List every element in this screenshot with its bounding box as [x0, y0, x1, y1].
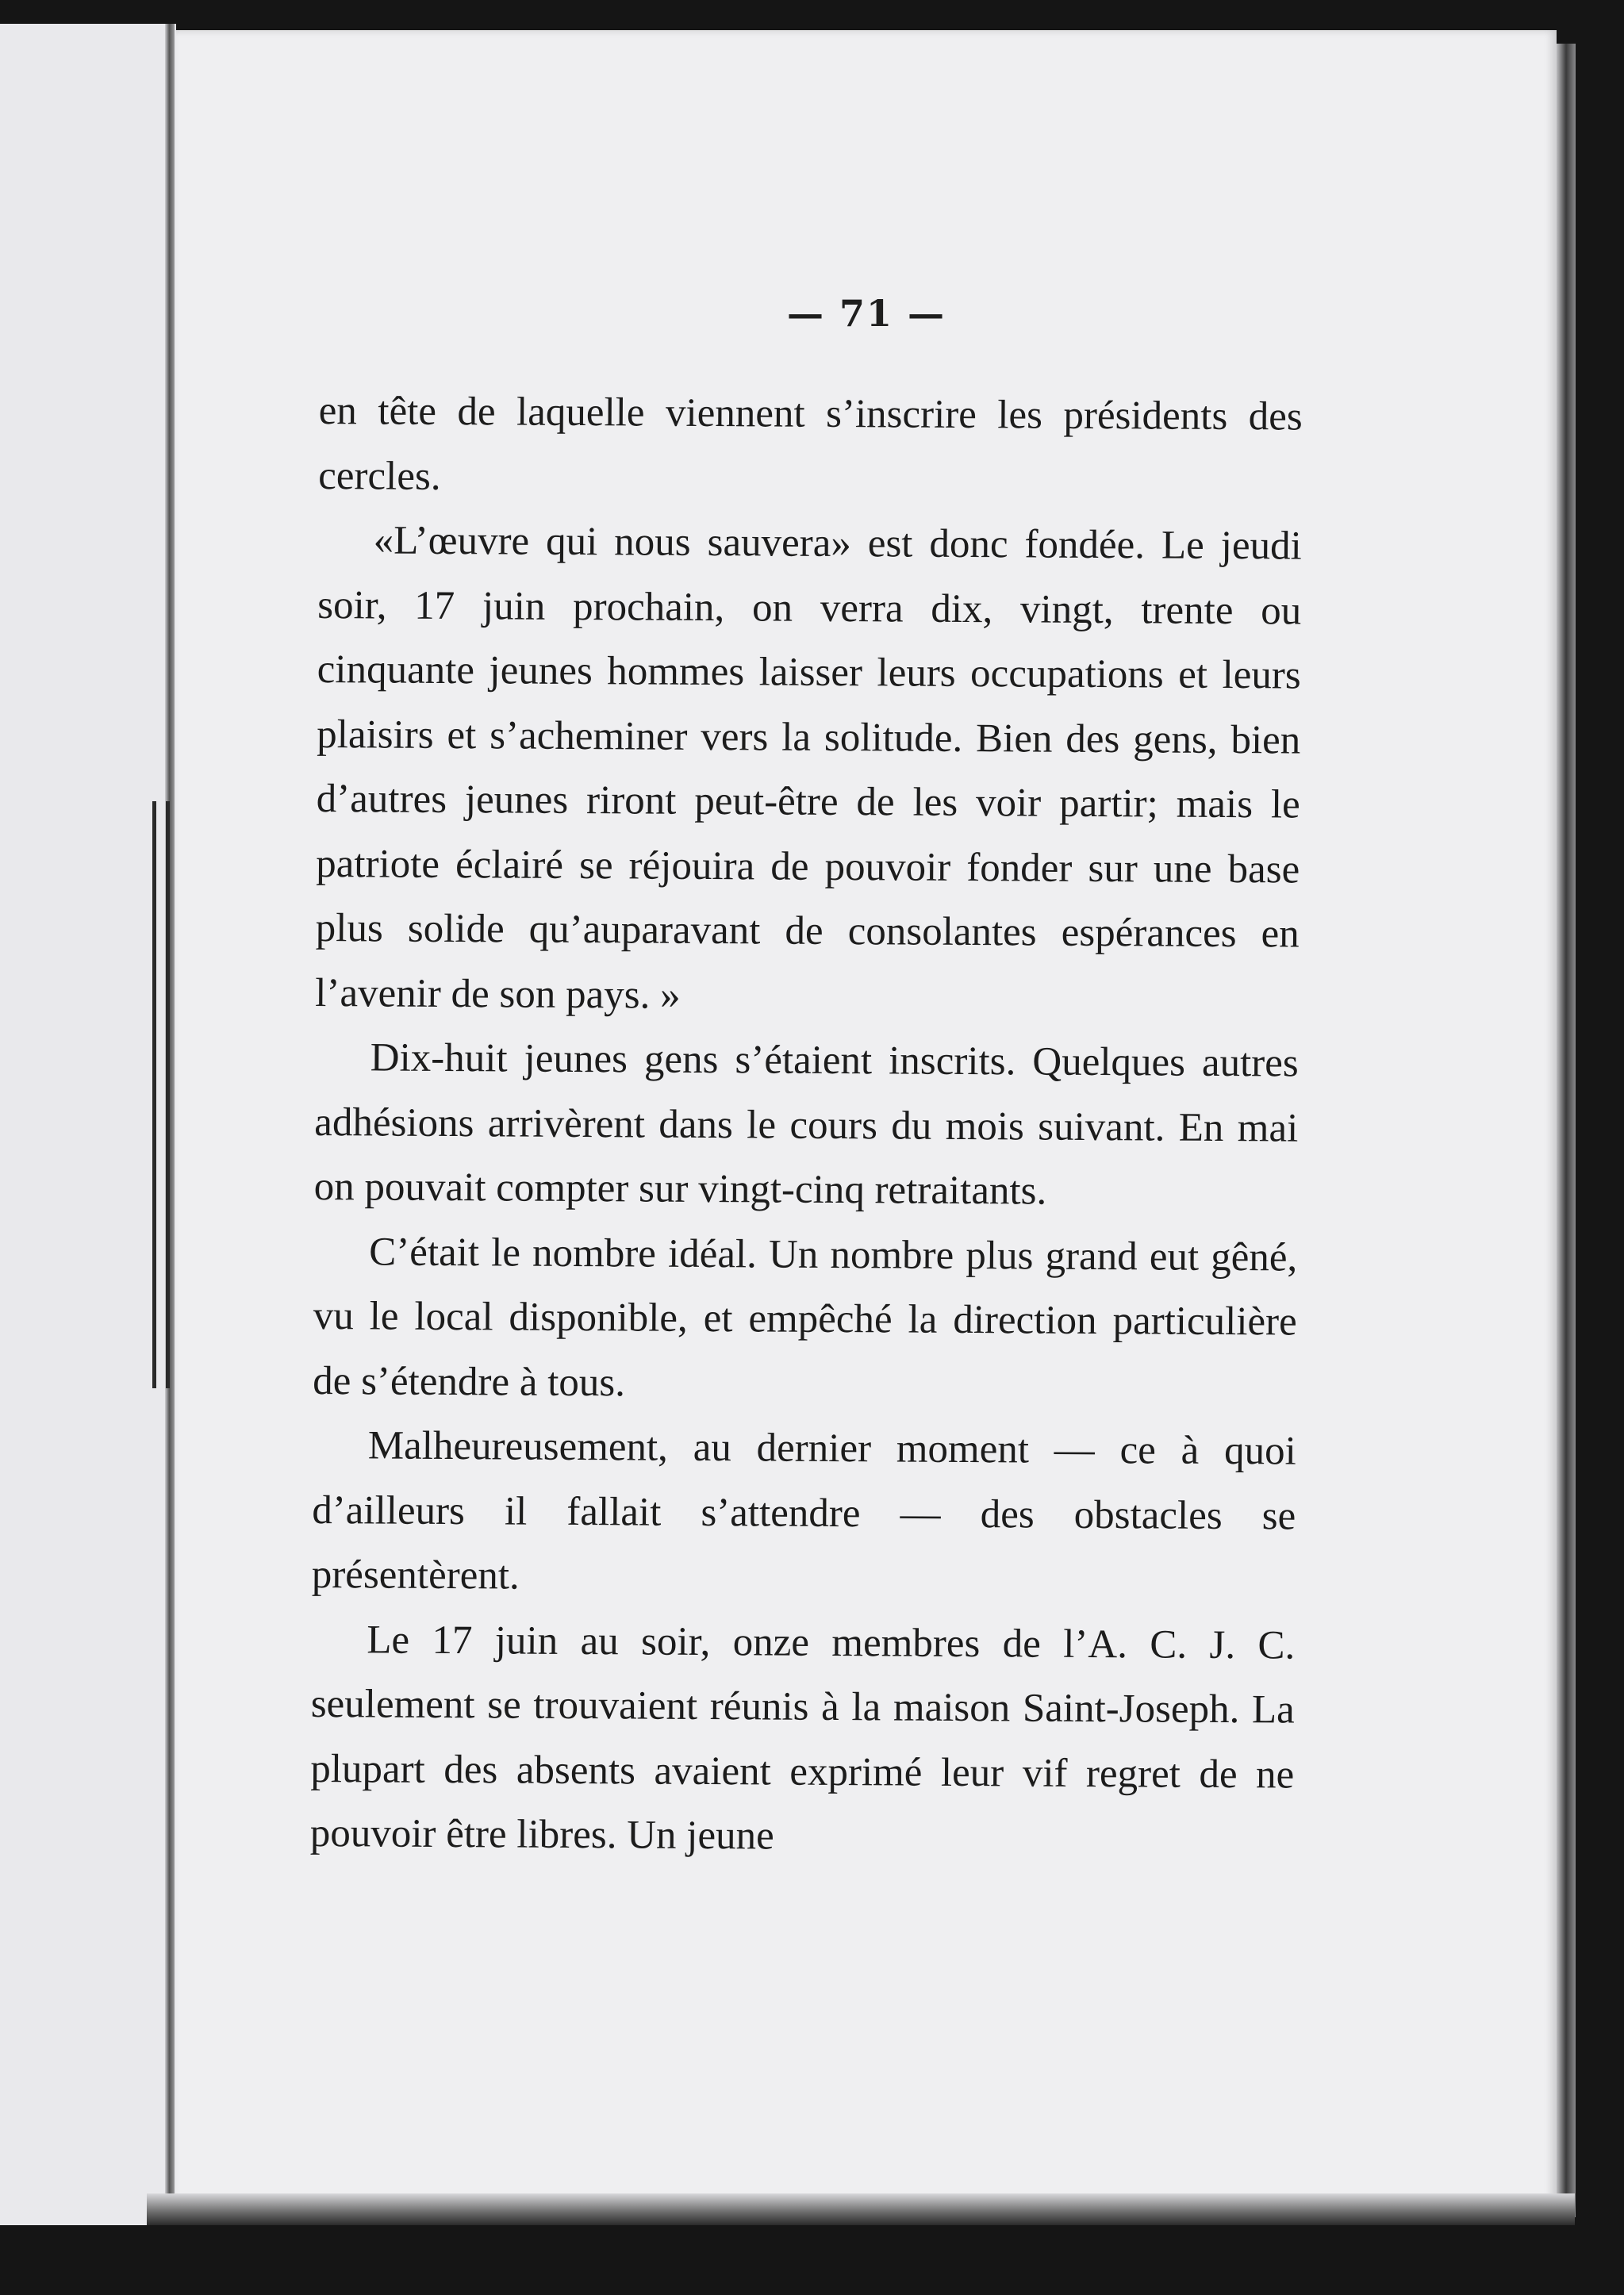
paragraph-6: Le 17 juin au soir, onze membres de l’A. C. J. C. seulement se trouvaient réunis à la maison Saint-Joseph. La plupart des absents avaient exprimé leur vif regret de ne pouvoir être libres. Un jeune [309, 1617, 1296, 1859]
body-text [310, 379, 1303, 1872]
binding-mark [152, 801, 170, 1388]
page-bottom-edge [147, 2193, 1575, 2225]
paragraph-3: Dix-huit jeunes gens s’étaient inscrits. Quelques autres adhésions arrivèrent dans le cours du mois suivant. En mai on pouvait compter sur vingt-cinq retraitants. [313, 1035, 1299, 1214]
paragraph-5: Malheureusement, au dernier moment — ce à quoi d’ailleurs il fallait s’attendre — des obstacles se présentèrent. [311, 1423, 1296, 1598]
book-page [176, 30, 1557, 2204]
facing-page-edge [0, 24, 176, 2225]
paragraph-1: en tête de laquelle viennent s’inscrire les présidents des cercles. [318, 388, 1303, 499]
paragraph-2: «L’œuvre qui nous sauvera» est donc fondée. Le jeudi soir, 17 juin prochain, on verra dix, vingt, trente ou cinquante jeunes hommes laisser leurs occupations et leurs plaisirs et s’acheminer vers la solitude. Bien des gens, bien d’autres jeunes riront peut-être de les voir partir; mais le patriote éclairé se réjouira de pouvoir fonder sur une base plus solide qu’auparavant de consolantes espérances en l’avenir de son pays. » [315, 518, 1302, 1018]
page-right-edge [1557, 44, 1576, 2217]
paragraph-4: C’était le nombre idéal. Un nombre plus grand eut gêné, vu le local disponible, et empêché la direction particulière de s’étendre à tous. [313, 1229, 1298, 1405]
page-number: — 71 — [786, 292, 946, 335]
